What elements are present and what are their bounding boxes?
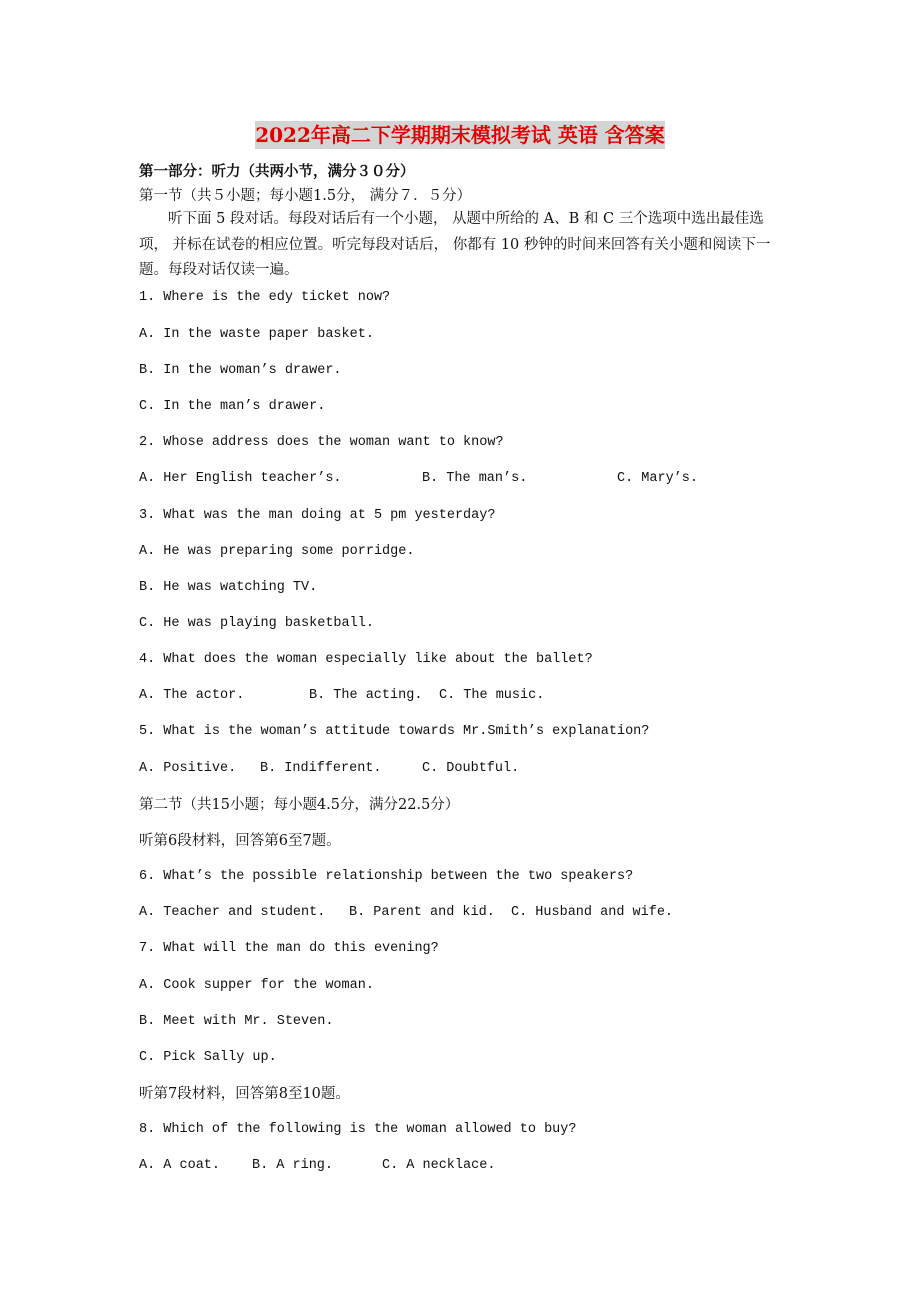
question-7: 7. What will the man do this evening? <box>139 941 439 956</box>
q1-option-b: B. In the woman’s drawer. <box>139 363 342 378</box>
q2-option-b: B. The man’s. <box>422 471 528 486</box>
q1-option-c: C. In the man’s drawer. <box>139 399 326 414</box>
question-2: 2. Whose address does the woman want to know? <box>139 435 504 450</box>
q4-option-c: C. The music. <box>439 688 545 703</box>
q5-option-a: A. Positive. <box>139 761 237 776</box>
question-6: 6. What’s the possible relationship between the two speakers? <box>139 869 634 884</box>
section1-heading: 第一节（共５小题；每小题1.5分， 满分７．５分） <box>139 188 472 204</box>
question-5: 5. What is the woman’s attitude towards Mr.Smith’s explanation? <box>139 724 650 739</box>
q7-option-c: C. Pick Sally up. <box>139 1050 277 1065</box>
document-title: 2022年高二下学期期末模拟考试 英语 含答案 <box>255 123 665 147</box>
q8-option-b: B. A ring. <box>252 1158 334 1173</box>
q2-option-a: A. Her English teacher’s. <box>139 471 342 486</box>
question-4: 4. What does the woman especially like about the ballet? <box>139 652 593 667</box>
q7-option-b: B. Meet with Mr. Steven. <box>139 1014 334 1029</box>
q5-option-c: C. Doubtful. <box>422 761 520 776</box>
q6-option-a: A. Teacher and student. <box>139 905 326 920</box>
q4-option-a: A. The actor. <box>139 688 245 703</box>
section2-heading: 第二节（共15小题；每小题4.5分，满分22.5分） <box>139 797 460 813</box>
q6-option-c: C. Husband and wife. <box>511 905 674 920</box>
q3-option-b: B. He was watching TV. <box>139 580 318 595</box>
q6-option-b: B. Parent and kid. <box>349 905 495 920</box>
q7-option-a: A. Cook supper for the woman. <box>139 978 374 993</box>
q8-option-c: C. A necklace. <box>382 1158 496 1173</box>
q8-option-a: A. A coat. <box>139 1158 221 1173</box>
question-8: 8. Which of the following is the woman allowed to buy? <box>139 1122 577 1137</box>
q2-option-c: C. Mary’s. <box>617 471 699 486</box>
material-7-instruction: 听第7段材料，回答第8至10题。 <box>139 1086 350 1102</box>
q1-option-a: A. In the waste paper basket. <box>139 327 374 342</box>
question-1: 1. Where is the edy ticket now? <box>139 290 391 305</box>
q4-option-b: B. The acting. <box>309 688 423 703</box>
section1-instructions: 听下面 5 段对话。每段对话后有一个小题， 从题中所给的 A、B 和 C 三个选项中选出最佳选项， 并标在试卷的相应位置。听完每段对话后， 你都有 10 秒钟的时间来回答有关小题和阅读下一题。每段对话仅读一遍。 <box>139 211 771 278</box>
q5-option-b: B. Indifferent. <box>260 761 382 776</box>
q3-option-a: A. He was preparing some porridge. <box>139 544 415 559</box>
question-3: 3. What was the man doing at 5 pm yesterday? <box>139 508 496 523</box>
part1-heading: 第一部分：听力（共两小节，满分３０分） <box>139 163 415 180</box>
material-6-instruction: 听第6段材料，回答第6至7题。 <box>139 833 341 849</box>
q3-option-c: C. He was playing basketball. <box>139 616 374 631</box>
